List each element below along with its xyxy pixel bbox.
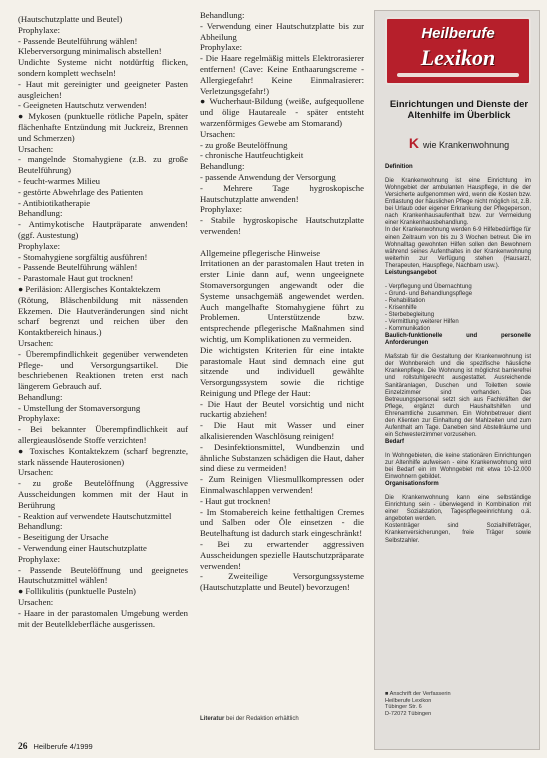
page-footer (18, 742, 93, 752)
logo-title-bottom: Lexikon (420, 45, 496, 70)
sidebar-body (385, 157, 531, 545)
letter-marker: K (408, 135, 420, 151)
section-heading: Organisationsform (385, 481, 439, 488)
logo-bar (397, 73, 519, 77)
page-number: 26 (18, 742, 28, 752)
literature-text: bei der Redaktion erhältlich (226, 716, 299, 722)
section-text: In Wohngebieten, die keine stationären Einrichtungen zur Altenhilfe aufweisen - eine Krankenwohnung wird bei Bedarf ein im Wohngebiet mit etwa 10-12.000 Einwohnern gebildet. (385, 452, 531, 481)
journal-name: Heilberufe 4/1999 (33, 742, 93, 751)
section-heading: Definition (385, 164, 413, 171)
lexicon-sidebar (374, 10, 540, 750)
logo-title-top: Heilberufe (421, 25, 495, 42)
article-column-left: (Hautschutzplatte und Beutel) Prophylaxe: - Passende Beutelführung wählen! Kleberversorgung minimalisch abstellen! Undichte Systeme nicht notdürftig flicken, sondern komplett wechseln! - Haut mit gereinigter und geeigneter Pasten ausgleichen! - Geeigneten Hautschutz verwenden! ● Mykosen (punktuelle rötliche Papeln, später flächenhafte Entzündung mit Juckreiz, Brennen und Schmerzen) Ursachen: - mangelnde Stomahygiene (z.B. zu große Beutelführung) - feucht-warmes Milieu - gestörte Abwehrlage des Patienten - Antibiotikatherapie Behandlung: - Antimykotische Hautpräparate anwenden! (ggf. Austestung) Prophylaxe: - Stomahygiene sorgfältig ausführen! - Passende Beutelführung wählen! - Parastomale Haut gut trocknen! ● Periläsion: Allergisches Kontaktekzem (Rötung, Bläschenbildung mit nässenden Ekzemen. Die Hautveränderungen sind nicht scharf begrenzt und reichen über den Kontaktbereich hinaus.) Ursachen: - Überempfindlichkeit gegenüber verwendeten Pflege- und Versorgungsartikel. Die beschriebenen Reaktionen treten erst nach längerem Gebrauch auf. Behandlung: - Umstellung der Stomaversorgung Prophylaxe: - Bei bekannter Überempfindlichkeit auf allergieauslösende Stoffe verzichten! ● Toxisches Kontaktekzem (scharf begrenzte, stark nässende Hauterosionen) Ursachen: - zu große Beutelöffnung (Aggressive Ausscheidungen kommen mit der Haut in Berührung - Reaktion auf verwendete Hautschutzmittel Behandlung: - Beseitigung der Ursache - Verwendung einer Hautschutzplatte Prophylaxe: - Passende Beutelöffnung und geeignetes Hautschutzmittel wählen! ● Follikulitis (punktuelle Pusteln) Ursachen: - Haare in der parastomalen Umgebung werden mit der Beutelkleberfläche ausgerissen. (18, 14, 188, 629)
sidebar-title: Einrichtungen und Dienste der Altenhilfe im Überblick (389, 99, 529, 121)
section-text: - Verpflegung und Übernachtung - Grund- und Behandlungspflege - Rehabilitation - Krisenhilfe - Sterbebegleitung - Vermittlung weiterer Hilfen - Kommunikation (385, 283, 473, 333)
article-column-middle: Behandlung: - Verwendung einer Hautschutzplatte bis zur Abheilung Prophylaxe: - Die Haare regelmäßig mittels Elektrorasierer entfernen! (Cave: Keine Enthaarungscreme - Allergiegefahr! Keine Einmalrasierer: Verletzungsgefahr!) ● Wucherhaut-Bildung (weiße, aufgequollene und ölige Hautareale - später entsteht warzenförmiges Gewebe am Stomarand) Ursachen: - zu große Beutelöffnung - chronische Hautfeuchtigkeit Behandlung: - passende Anwendung der Versorgung - Mehrere Tage hygroskopische Hautschutzplatte anwenden! Prophylaxe: - Stabile hygroskopische Hautschutzplatte verwenden! Allgemeine pflegerische Hinweise Irritationen an der parastomalen Haut treten in erster Linie dann auf, wenn ungeeignete Stomaversorgungen angewandt oder die Systeme unsachgemäß angewendet werden. Auch mangelhafte Stomahygiene führt zu Problemen. Unterstützende bzw. entsprechende pflegerische Maßnahmen sind wichtig, um Komplikationen zu vermeiden. Die wichtigsten Kriterien für eine intakte parastomale Haut sind demnach eine gut sitzende und individuell gewählte Versorgungssystem sowie die richtige Reinigung und Pflege der Haut: - Die Haut der Beutel vorsichtig und nicht ruckartig abziehen! - Die Haut mit Wasser und einer alkalisierenden Waschlösung reinigen! - Desinfektionsmittel, Wundbenzin und ähnliche Substanzen schädigen die Haut, daher sind diese zu vermeiden! - Zum Reinigen Vliesmullkompressen oder Einmalwaschlappen verwenden! - Haut gut trocknen! - Im Stomabereich keine fetthaltigen Cremes und Salben oder Öle einsetzen - die Beutelhaftung ist dadurch stark eingeschränkt! - Bei zu erwartender aggressiven Ausscheidungen spezielle Hautschutzpräparate verwenden! - Zweiteilige Versorgungssysteme (Hautschutzplatte und Beutel) bevorzugen! (200, 10, 364, 593)
literature-note (200, 716, 364, 723)
section-heading: Leistungsangebot (385, 269, 437, 276)
literature-label: Literatur (200, 716, 225, 722)
section-heading: Baulich-funktionelle und personelle Anforderungen (385, 333, 531, 347)
section-heading: Bedarf (385, 438, 405, 445)
section-text: Maßstab für die Gestaltung der Krankenwohnung ist der Wohnbereich und die spezifische häusliche Krankenpflege. Die Wohnung ist möglichst barrierefrei und rollstuhlgerecht ausgestattet. Ausreichende Sanitäranlagen, Duschen und Toiletten sowie Einzelzimmer sind vorhanden. Das Betreuungspersonal setzt sich aus Fachkräften der Pflege, ergänzt durch Haushaltshilfen und Ehrenamtliche zusammen. Ein Wohnbetreuer dient den Klienten zur Einhaltung der Mahlzeiten und zum Aufenthalt am Tage. Daneben sind Abstellräume und ein Schwesterzimmer vorzusehen. (385, 354, 531, 438)
lexicon-logo (385, 17, 531, 85)
subtitle-text: wie Krankenwohnung (423, 140, 510, 150)
section-text: Die Krankenwohnung ist eine Einrichtung im Wohngebiet der ambulanten Hauspflege, in die der Versicherte aufgenommen wird, wenn die Kosten bzw. Entlastung der häuslichen Pflege nicht möglich ist, z.B. bei Urlaub oder eigener Erkrankung der Pflegeperson, nach Krankenhausaufenthalt bzw. zur Vermeidung einer Krankenhausbehandlung. In der Krankenwohnung werden 6-9 Hilfebedürftige für einen Zeitraum von bis zu 3 Wochen betreut. Die im Wohnalltag gewohnten Hilfen sollen den Bewohnern während seines Aufenthaltes in der Krankenwohnung weiterhin zur Verfügung stehen (Hausarzt, Therapeuten, Hauspflege, Nachbarn usw.). (385, 178, 531, 269)
author-address: ■ Anschrift der Verfasserin Heilberufe Lexikon Tübinger Str. 6 D-72072 Tübingen (385, 691, 451, 717)
section-text: Die Krankenwohnung kann eine selbständige Einrichtung sein - überwiegend in Kombination mit einer Sozialstation, Tagespflegeeinrichtung o.ä. angeboten werden. Kostenträger sind Sozialhilfeträger, Krankenversicherungen, freie Träger sowie Selbstzahler. (385, 495, 531, 544)
sidebar-subtitle (387, 135, 531, 151)
